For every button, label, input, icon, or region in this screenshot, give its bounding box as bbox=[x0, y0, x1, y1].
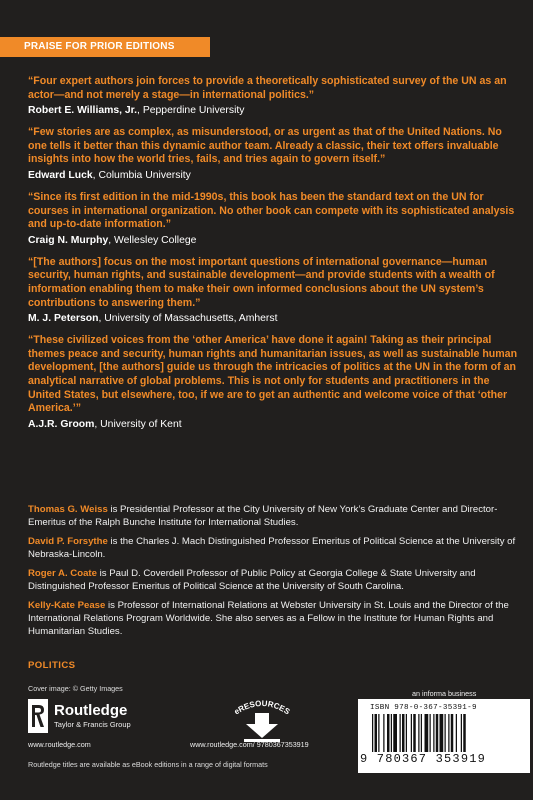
author-bio-text: is the Charles J. Mach Distinguished Professor Emeritus of Political Science at the University of Nebraska-Lincoln. bbox=[28, 536, 516, 560]
quote-affiliation: , Columbia University bbox=[92, 169, 191, 181]
eresources-url[interactable]: www.routledge.com/ 9780367353919 bbox=[190, 740, 309, 749]
ebook-note: Routledge titles are available as eBook editions in a range of digital formats bbox=[28, 760, 268, 769]
quote-text: “Four expert authors join forces to provide a theoretically sophisticated survey of the UN as an actor—and not merely a stage—in international politics.” bbox=[28, 75, 507, 101]
quote-text: “Since its first edition in the mid-1990s, this book has been the standard text on the UN for courses in international organization. No other book can compete with its sophisticated analysis and up-to-date information.” bbox=[28, 190, 515, 231]
author-name: Roger A. Coate bbox=[28, 568, 97, 579]
author-bio bbox=[28, 535, 523, 561]
author-bio bbox=[28, 567, 523, 593]
quote-text: “Few stories are as complex, as misunderstood, or as urgent as that of the United Nations. No one tells it better than this dynamic author team. Already a classic, their text offers invaluable insights into how the world tries, fails, and tries again to govern itself.” bbox=[28, 126, 502, 166]
subject-category: POLITICS bbox=[28, 660, 76, 671]
quote-attribution bbox=[28, 234, 518, 248]
quote-affiliation: , Pepperdine University bbox=[137, 105, 245, 117]
publisher-url[interactable]: www.routledge.com bbox=[28, 740, 91, 749]
quote-item bbox=[28, 256, 518, 326]
author-bio-text: is Professor of International Relations at Webster University in St. Louis and the Director of the International Relations Program Worldwide. She also serves as a Fellow in the Institute for Human Rights and Humanitarian Studies. bbox=[28, 600, 509, 637]
isbn-barcode bbox=[358, 699, 530, 773]
isbn-digits: 9 780367 353919 bbox=[360, 752, 487, 766]
author-bio bbox=[28, 503, 523, 529]
quote-item bbox=[28, 191, 518, 248]
quote-attribution bbox=[28, 312, 518, 326]
informa-tagline: an informa business bbox=[412, 689, 477, 698]
author-bio bbox=[28, 599, 523, 638]
cover-credit: Cover image: © Getty Images bbox=[28, 684, 123, 693]
routledge-r-icon bbox=[28, 699, 48, 733]
author-bios bbox=[28, 503, 523, 644]
praise-banner: PRAISE FOR PRIOR EDITIONS bbox=[0, 37, 210, 57]
praise-quotes bbox=[28, 75, 518, 440]
author-name: Kelly-Kate Pease bbox=[28, 600, 106, 611]
publisher-logo bbox=[28, 699, 158, 733]
eresources-icon bbox=[222, 696, 302, 744]
author-name: Thomas G. Weiss bbox=[28, 504, 108, 515]
author-bio-text: is Presidential Professor at the City University of New York’s Graduate Center and Director-Emeritus of the Ralph Bunche Institute for International Studies. bbox=[28, 504, 498, 528]
publisher-group: Taylor & Francis Group bbox=[54, 720, 131, 729]
quote-affiliation: , University of Massachusetts, Amherst bbox=[98, 313, 278, 325]
quote-author: Edward Luck bbox=[28, 169, 93, 181]
quote-attribution bbox=[28, 169, 518, 183]
quote-item bbox=[28, 334, 518, 432]
quote-item bbox=[28, 75, 518, 118]
quote-item bbox=[28, 126, 518, 183]
author-name: David P. Forsythe bbox=[28, 536, 108, 547]
quote-text: “These civilized voices from the ‘other America’ have done it again! Taking as their principal themes peace and security, human rights and humanitarian issues, as well as sustainable human development, [the authors] guide us through the intricacies of politics at the UN in the form of an analytical narrative of global problems. This is not only for students and practitioners in the United States, but elsewhere, too, if we are to get an authentic and welcome voice of that ‘other America.’” bbox=[28, 334, 518, 415]
eresources-label: eRESOURCES bbox=[232, 698, 292, 717]
quote-text: “[The authors] focus on the most important questions of international governance—human security, human rights, and sustainable development—and provide students with a wealth of information enabling them to make their own informed conclusions about the UN system’s contributions to answering them.” bbox=[28, 255, 495, 309]
isbn-label: ISBN 978-0-367-35391-9 bbox=[370, 704, 477, 712]
publisher-name: Routledge bbox=[54, 702, 128, 719]
barcode-icon bbox=[370, 714, 520, 752]
quote-affiliation: , University of Kent bbox=[94, 418, 182, 430]
quote-author: A.J.R. Groom bbox=[28, 418, 95, 430]
author-bio-text: is Paul D. Coverdell Professor of Public Policy at Georgia College & State University and Distinguished Professor Emeritus of Political Science at the University of South Carolina. bbox=[28, 568, 476, 592]
quote-author: Craig N. Murphy bbox=[28, 234, 109, 246]
quote-author: Robert E. Williams, Jr. bbox=[28, 105, 138, 117]
quote-attribution bbox=[28, 418, 518, 432]
quote-attribution bbox=[28, 104, 518, 118]
quote-affiliation: , Wellesley College bbox=[108, 234, 197, 246]
quote-author: M. J. Peterson bbox=[28, 313, 99, 325]
